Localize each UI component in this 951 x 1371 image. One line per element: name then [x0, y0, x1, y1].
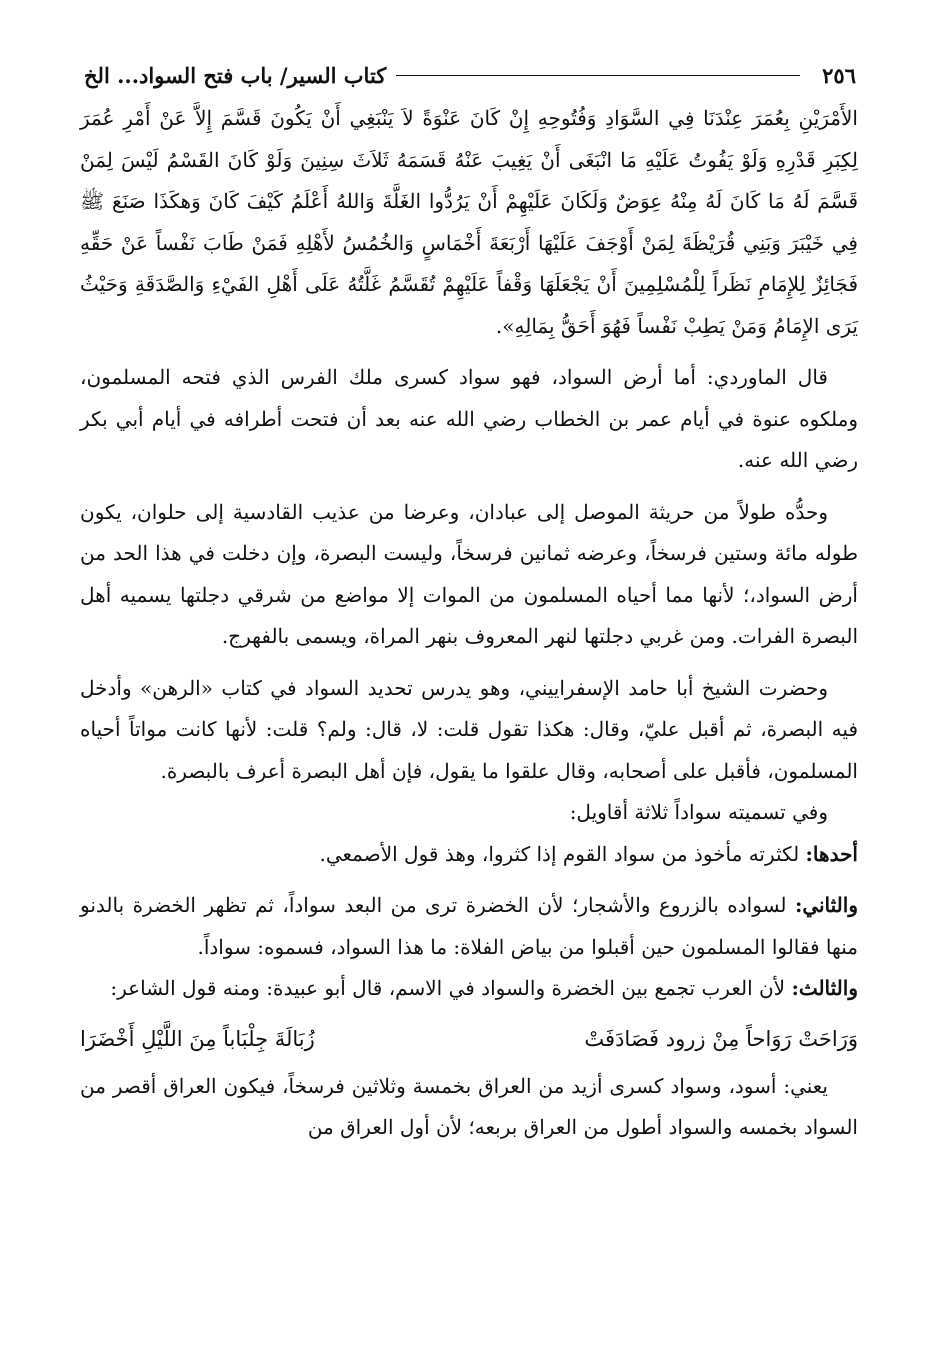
- first-opinion-text: لكثرته مأخوذ من سواد القوم إذا كثروا، وهذ قول الأصمعي.: [319, 841, 806, 866]
- header-rule: [396, 75, 800, 76]
- paragraph-mawardi: قال الماوردي: أما أرض السواد، فهو سواد كسرى ملك الفرس الذي فتحه المسلمون، وملكوه عنوة في أيام عمر بن الخطاب رضي الله عنه بعد أن فتحت أطرافه في أيام أبي بكر رضي الله عنه.: [80, 365, 858, 472]
- chapter-title: كتاب السير/ باب فتح السواد... الخ: [84, 62, 387, 88]
- hadith-text: الأَمْرَيْنِ بِعُمَرَ عِنْدَنَا فِي السَّوَادِ وَفُتُوحِهِ إِنْ كَانَ عَنْوَةً لاَ يَنْبَغِي أَنْ يَكُونَ قَسَّمَ إِلاَّ عَنْ أَمْرِ عُمَرَ لِكِبَرِ قَدْرِهِ وَلَوْ يَفُوتُ عَلَيْهِ مَا انْبَغَى أَنْ يَغِيبَ عَنْهُ قَسَمَهُ ثَلاَثَ سِنِينَ وَلَوْ كَانَ القَسْمُ لَيْسَ لِمَنْ قَسَّمَ لَهُ مَا كَانَ لَهُ مِنْهُ عِوَضٌ وَلَكَانَ عَلَيْهِمْ أَنْ يَرُدُّوا الغَلَّةَ وَاللهُ أَعْلَمُ كَيْفَ كَانَ وَهكَذَا صَنَعَ ﷺ فِي خَيْبَرَ وَبَنِي قُرَيْظَةَ لِمَنْ أَوْجَفَ عَلَيْهَا أَرْبَعَةَ أَخْمَاسٍ وَالخُمُسُ لأَهْلِهِ فَمَنْ طَابَ نَفْساً عَنْ حَقِّهِ فَجَائِزٌ لِلإِمَامِ نَظَراً لِلْمُسْلِمِينَ أَنْ يَجْعَلَهَا وَقْفاً عَلَيْهِمْ تُقَسَّمُ غَلَّتُهُ عَلَى أَهْلِ الفَيْءِ وَالصَّدَقَةِ وَحَيْثُ يَرَى الإِمَامُ وَمَنْ يَطِبْ نَفْساً فَهُوَ أَحَقُّ بِمَالِهِ».: [80, 106, 859, 338]
- poetry-verse: [80, 1016, 858, 1062]
- paragraph-third-opinion: [80, 968, 858, 1010]
- paragraph-isfarayini: وحضرت الشيخ أبا حامد الإسفراييني، وهو يدرس تحديد السواد في كتاب «الرهن» وأدخل فيه البصرة، ثم أقبل عليّ، وقال: هكذا تقول قلت: لا، قال: ولم؟ قلت: لأنها كانت مواتاً أحياه المسلمون، فأقبل على أصحابه، وقال علقوا ما يقول، فإن أهل البصرة أعرف بالبصرة.: [80, 675, 858, 783]
- first-opinion-label: أحدها:: [805, 841, 858, 866]
- paragraph-naming: وفي تسميته سواداً ثلاثة أقاويل:: [569, 800, 828, 824]
- third-opinion-label: والثالث:: [791, 976, 858, 1000]
- second-opinion-label: والثاني:: [794, 893, 858, 917]
- page-body: [80, 98, 858, 1149]
- paragraph-explanation: يعني: أسود، وسواد كسرى أزيد من العراق بخمسة وثلاثين فرسخاً، فيكون العراق أقصر من السواد بخمسه والسواد أطول من العراق بربعه؛ لأن أول العراق من: [80, 1073, 858, 1139]
- third-opinion-text: لأن العرب تجمع بين الخضرة والسواد في الاسم، قال أبو عبيدة: ومنه قول الشاعر:: [110, 976, 792, 1000]
- paragraph-first-opinion: [80, 834, 858, 876]
- second-opinion-text: لسواده بالزروع والأشجار؛ لأن الخضرة ترى من البعد سواداً، ثم تظهر الخضرة بالدنو منها فقالوا المسلمون حين أقبلوا من بياض الفلاة: ما هذا السواد، فسموه: سواداً.: [80, 893, 858, 959]
- paragraph-second-opinion: [80, 885, 858, 968]
- paragraph-boundaries: وحدُّه طولاً من حريثة الموصل إلى عبادان، وعرضا من عذيب القادسية إلى حلوان، يكون طوله مائة وستين فرسخاً، وعرضه ثمانين فرسخاً، وليست البصرة، وإن دخلت في هذا الحد من أرض السواد،؛ لأنها مما أحياه المسلمون من الموات إلا مواضع من شرقي دجلتها يسميه أهل البصرة الفرات. ومن غربي دجلتها لنهر المعروف بنهر المراة، ويسمى بالفهرج.: [80, 499, 858, 648]
- running-header: [84, 58, 856, 92]
- verse-second-hemistich: زُبَالَةَ جِلْبَاباً مِنَ اللَّيْلِ أَخْضَرَا: [80, 1026, 315, 1051]
- page-number: ٢٥٦: [822, 62, 856, 88]
- verse-first-hemistich: وَرَاحَتْ رَوَاحاً مِنْ زرود فَصَادَفَتْ: [584, 1026, 858, 1051]
